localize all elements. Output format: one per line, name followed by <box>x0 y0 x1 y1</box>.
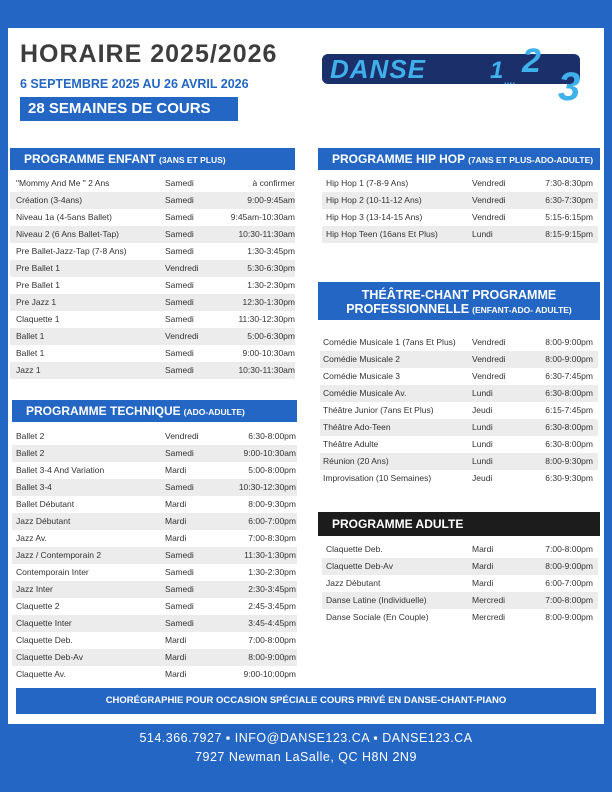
schedule-row <box>10 243 295 260</box>
class-time: 1:30-2:30pm <box>247 280 295 290</box>
class-day: Samedi <box>165 567 194 577</box>
schedule-row <box>12 564 297 581</box>
class-name: Improvisation (10 Semaines) <box>323 473 432 483</box>
class-time: 7:00-8:00pm <box>545 595 593 605</box>
class-name: Niveau 1a (4-5ans Ballet) <box>16 212 112 222</box>
class-day: Lundi <box>472 229 493 239</box>
class-day: Mardi <box>165 465 187 475</box>
section-header-enfant <box>10 148 295 170</box>
section-subtitle: (ADO-ADULTE) <box>183 407 245 417</box>
class-day: Samedi <box>165 584 194 594</box>
class-day: Mardi <box>472 561 494 571</box>
section-subtitle: (ENFANT-ADO- ADULTE) <box>472 305 572 315</box>
schedule-row <box>320 368 598 385</box>
schedule-row <box>10 175 295 192</box>
class-name: Jazz 1 <box>16 365 41 375</box>
class-time: 1:30-3:45pm <box>247 246 295 256</box>
schedule-row <box>12 496 297 513</box>
schedule-row <box>320 436 598 453</box>
class-day: Vendredi <box>472 337 506 347</box>
class-day: Lundi <box>472 388 493 398</box>
hiphop-table <box>322 175 598 243</box>
section-title-line2: PROFESSIONNELLE <box>346 302 470 316</box>
class-time: 10:30-12:30pm <box>238 482 296 492</box>
schedule-row <box>320 385 598 402</box>
class-name: Claquette Deb-Av <box>326 561 393 571</box>
class-name: Théâtre Ado-Teen <box>323 422 391 432</box>
schedule-row <box>12 513 297 530</box>
class-time: 6:30-7:45pm <box>545 371 593 381</box>
class-day: Mardi <box>165 652 187 662</box>
address-line: 7927 Newman LaSalle, QC H8N 2N9 <box>195 750 417 764</box>
schedule-row <box>322 226 598 243</box>
class-name: Réunion (20 Ans) <box>323 456 389 466</box>
class-day: Samedi <box>165 365 194 375</box>
page-title: HORAIRE 2025/2026 <box>20 40 278 68</box>
section-header-theatre <box>318 282 600 320</box>
class-day: Vendredi <box>472 195 506 205</box>
schedule-row <box>322 209 598 226</box>
class-time: 11:30-1:30pm <box>244 550 296 560</box>
schedule-row <box>12 632 297 649</box>
class-name: Jazz Débutant <box>16 516 71 526</box>
class-name: Comédie Musicale 3 <box>323 371 401 381</box>
class-name: Création (3-4ans) <box>16 195 83 205</box>
class-time: 8:00-9:30pm <box>545 456 593 466</box>
class-day: Samedi <box>165 482 194 492</box>
schedule-row <box>12 530 297 547</box>
class-day: Samedi <box>165 297 194 307</box>
class-name: Niveau 2 (6 Ans Ballet-Tap) <box>16 229 119 239</box>
class-time: 9:00-10:00pm <box>243 669 296 679</box>
schedule-row <box>12 462 297 479</box>
schedule-row <box>12 547 297 564</box>
class-name: Claquette 2 <box>16 601 60 611</box>
class-name: Jazz Inter <box>16 584 53 594</box>
schedule-row <box>322 558 598 575</box>
contact-line: 514.366.7927 ▪ INFO@DANSE123.CA ▪ DANSE123.CA <box>139 731 473 745</box>
class-name: Contemporain Inter <box>16 567 89 577</box>
schedule-row <box>10 345 295 362</box>
schedule-row <box>12 598 297 615</box>
class-name: Ballet 3-4 <box>16 482 52 492</box>
class-name: Claquette Deb. <box>16 635 73 645</box>
class-time: 7:00-8:00pm <box>545 544 593 554</box>
class-time: 7:00-8:00pm <box>248 635 296 645</box>
class-name: Ballet 1 <box>16 331 45 341</box>
class-name: Danse Latine (Individuelle) <box>326 595 427 605</box>
class-time: 7:00-8:30pm <box>248 533 296 543</box>
danse123-logo <box>320 42 595 108</box>
class-name: Claquette Deb. <box>326 544 383 554</box>
class-day: Samedi <box>165 212 194 222</box>
class-name: Théâtre Junior (7ans Et Plus) <box>323 405 434 415</box>
schedule-row <box>12 479 297 496</box>
class-day: Jeudi <box>472 473 493 483</box>
schedule-row <box>320 453 598 470</box>
class-name: Claquette 1 <box>16 314 60 324</box>
section-subtitle: (7ANS ET PLUS-ADO-ADULTE) <box>468 155 594 165</box>
class-time: 8:00-9:00pm <box>545 337 593 347</box>
section-title: PROGRAMME ENFANT <box>24 152 156 166</box>
class-time: 3:45-4:45pm <box>248 618 296 628</box>
class-day: Mardi <box>472 578 494 588</box>
class-day: Samedi <box>165 229 194 239</box>
class-time: 8:00-9:00pm <box>545 612 593 622</box>
class-time: 2:45-3:45pm <box>248 601 296 611</box>
schedule-row <box>322 592 598 609</box>
schedule-row <box>320 402 598 419</box>
class-name: Hip Hop 3 (13-14-15 Ans) <box>326 212 423 222</box>
schedule-row <box>12 445 297 462</box>
schedule-row <box>12 428 297 445</box>
class-name: "Mommy And Me " 2 Ans <box>16 178 110 188</box>
schedule-row <box>320 470 598 487</box>
class-time: 10:30-11:30am <box>238 365 295 375</box>
class-name: Jazz / Contemporain 2 <box>16 550 102 560</box>
class-day: Mardi <box>472 544 494 554</box>
class-time: 5:30-6:30pm <box>247 263 295 273</box>
class-name: Ballet 3-4 And Variation <box>16 465 105 475</box>
class-day: Samedi <box>165 195 194 205</box>
class-name: Hip Hop Teen (16ans Et Plus) <box>326 229 438 239</box>
choreography-banner: CHORÉGRAPHIE POUR OCCASION SPÉCIALE COURS PRIVÉ EN DANSE-CHANT-PIANO <box>16 688 596 714</box>
schedule-row <box>320 351 598 368</box>
schedule-row <box>10 294 295 311</box>
class-day: Mardi <box>165 669 187 679</box>
class-day: Lundi <box>472 439 493 449</box>
schedule-row <box>10 328 295 345</box>
schedule-row <box>322 575 598 592</box>
class-day: Vendredi <box>472 354 506 364</box>
section-title: PROGRAMME ADULTE <box>332 517 464 531</box>
class-name: Claquette Inter <box>16 618 72 628</box>
schedule-row <box>12 666 297 683</box>
section-title: PROGRAMME HIP HOP <box>332 152 466 166</box>
schedule-row <box>10 260 295 277</box>
class-time: 6:30-7:30pm <box>545 195 593 205</box>
adulte-table <box>322 541 598 626</box>
class-day: Vendredi <box>165 263 199 273</box>
enfant-table <box>10 175 295 379</box>
class-day: Mercredi <box>472 612 506 622</box>
schedule-row <box>12 649 297 666</box>
class-time: 9:45am-10:30am <box>230 212 295 222</box>
class-day: Vendredi <box>472 212 506 222</box>
class-name: Claquette Av. <box>16 669 66 679</box>
class-time: 2:30-3:45pm <box>248 584 296 594</box>
schedule-row <box>10 311 295 328</box>
class-time: 8:00-9:00pm <box>545 354 593 364</box>
class-day: Mardi <box>165 533 187 543</box>
svg-text:1: 1 <box>490 57 504 84</box>
technique-table <box>12 428 297 683</box>
class-day: Mardi <box>165 516 187 526</box>
class-time: 9:00-10:30am <box>243 448 296 458</box>
section-title-line1: THÉÂTRE-CHANT PROGRAMME <box>361 288 557 302</box>
class-day: Samedi <box>165 178 194 188</box>
class-name: Ballet 2 <box>16 431 45 441</box>
class-time: 8:15-9:15pm <box>545 229 593 239</box>
schedule-row <box>322 192 598 209</box>
class-time: à confirmer <box>252 178 295 188</box>
class-time: 6:00-7:00pm <box>248 516 296 526</box>
class-day: Lundi <box>472 456 493 466</box>
class-name: Théâtre Adulte <box>323 439 379 449</box>
class-time: 5:15-6:15pm <box>545 212 593 222</box>
class-time: 5:00-6:30pm <box>247 331 295 341</box>
season-dates: 6 SEPTEMBRE 2025 AU 26 AVRIL 2026 <box>20 77 249 91</box>
schedule-row <box>320 334 598 351</box>
class-day: Vendredi <box>165 331 199 341</box>
class-time: 6:30-8:00pm <box>545 439 593 449</box>
class-day: Samedi <box>165 348 194 358</box>
schedule-row <box>322 175 598 192</box>
class-name: Pre Ballet 1 <box>16 280 60 290</box>
class-day: Vendredi <box>472 371 506 381</box>
class-name: Claquette Deb-Av <box>16 652 83 662</box>
class-day: Vendredi <box>165 431 199 441</box>
class-name: Pre Ballet 1 <box>16 263 60 273</box>
class-day: Lundi <box>472 422 493 432</box>
section-subtitle: (3ANS ET PLUS) <box>159 155 226 165</box>
class-name: Jazz Débutant <box>326 578 381 588</box>
class-name: Hip Hop 1 (7-8-9 Ans) <box>326 178 409 188</box>
class-name: Hip Hop 2 (10-11-12 Ans) <box>326 195 422 205</box>
class-name: Ballet 1 <box>16 348 45 358</box>
svg-text:DANSE: DANSE <box>330 54 427 84</box>
weeks-badge: 28 SEMAINES DE COURS <box>20 97 238 121</box>
section-title: PROGRAMME TECHNIQUE <box>26 404 181 418</box>
class-day: Mercredi <box>472 595 506 605</box>
class-time: 10:30-11:30am <box>238 229 295 239</box>
class-name: Comédie Musicale 1 (7ans Et Plus) <box>323 337 456 347</box>
class-day: Vendredi <box>472 178 506 188</box>
class-name: Pre Ballet-Jazz-Tap (7-8 Ans) <box>16 246 127 256</box>
theatre-table <box>320 334 598 487</box>
class-day: Mardi <box>165 635 187 645</box>
class-time: 1:30-2:30pm <box>248 567 296 577</box>
class-day: Mardi <box>165 499 187 509</box>
class-time: 6:30-9:30pm <box>545 473 593 483</box>
class-day: Samedi <box>165 550 194 560</box>
class-day: Samedi <box>165 448 194 458</box>
class-day: Jeudi <box>472 405 493 415</box>
schedule-row <box>10 209 295 226</box>
class-time: 12:30-1:30pm <box>242 297 295 307</box>
class-name: Jazz Av. <box>16 533 47 543</box>
class-time: 5:00-8:00pm <box>248 465 296 475</box>
schedule-row <box>322 541 598 558</box>
class-time: 7:30-8:30pm <box>545 178 593 188</box>
section-header-adulte <box>318 512 600 536</box>
class-day: Samedi <box>165 618 194 628</box>
section-header-hiphop <box>318 148 600 170</box>
svg-text:....: .... <box>504 76 516 87</box>
schedule-row <box>320 419 598 436</box>
schedule-row <box>10 226 295 243</box>
schedule-row <box>10 362 295 379</box>
class-name: Danse Sociale (En Couple) <box>326 612 429 622</box>
class-time: 6:15-7:45pm <box>545 405 593 415</box>
schedule-row <box>12 615 297 632</box>
class-time: 11:30-12:30pm <box>238 314 295 324</box>
schedule-row <box>322 609 598 626</box>
class-name: Ballet Débutant <box>16 499 75 509</box>
class-time: 9:00-10:30am <box>242 348 295 358</box>
class-name: Pre Jazz 1 <box>16 297 57 307</box>
class-time: 6:30-8:00pm <box>545 422 593 432</box>
class-name: Comédie Musicale 2 <box>323 354 401 364</box>
class-time: 9:00-9:45am <box>247 195 295 205</box>
class-day: Samedi <box>165 314 194 324</box>
svg-text:3: 3 <box>558 65 581 108</box>
class-time: 8:00-9:00pm <box>545 561 593 571</box>
class-name: Ballet 2 <box>16 448 45 458</box>
schedule-row <box>10 277 295 294</box>
class-time: 6:30-8:00pm <box>545 388 593 398</box>
class-day: Samedi <box>165 246 194 256</box>
section-header-technique <box>12 400 297 422</box>
class-day: Samedi <box>165 601 194 611</box>
schedule-row <box>12 581 297 598</box>
class-time: 6:00-7:00pm <box>545 578 593 588</box>
schedule-row <box>10 192 295 209</box>
class-name: Comédie Musicale Av. <box>323 388 407 398</box>
svg-text:2: 2 <box>522 42 541 80</box>
class-day: Samedi <box>165 280 194 290</box>
class-time: 8:00-9:30pm <box>248 499 296 509</box>
class-time: 6:30-8:00pm <box>248 431 296 441</box>
class-time: 8:00-9:00pm <box>248 652 296 662</box>
